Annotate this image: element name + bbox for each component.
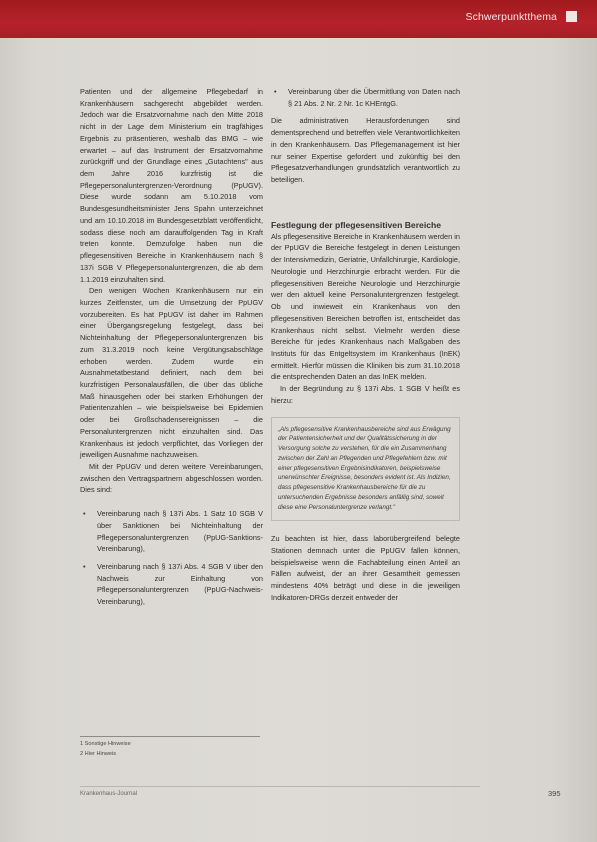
bullet-icon: • <box>83 562 86 572</box>
footnote-1: 1 Sonstige Hinweise <box>80 741 131 747</box>
section-heading: Festlegung der pflegesensitiven Bereiche <box>271 219 442 230</box>
section-square-icon <box>566 11 577 22</box>
left-column <box>80 86 263 608</box>
footer-divider <box>80 786 480 787</box>
list-item: • Vereinbarung nach § 137i Abs. 1 Satz 10 SGB V über Sanktionen bei Nichteinhaltung der Pflegepersonaluntergrenzen (PpUG-Sanktions-Vereinbarung), <box>83 509 263 554</box>
page-number: 395 <box>548 789 561 798</box>
list-item: • Vereinbarung über die Übermittlung von Daten nach § 21 Abs. 2 Nr. 2 Nr. 1c KHEntgG. <box>274 87 460 108</box>
footer-publication: Krankenhaus-Journal <box>80 791 138 797</box>
quote-box <box>271 417 460 522</box>
right-paragraph-1: Die administrativen Herausforderungen sind dementsprechend und betreffen viele Verantwortlichkeiten in den Krankenhäusern. Das Pflegemanagement ist hier nur seiner Expertise gefordert und zukünftig bei den Pflegesatzverhandlungen grundsätzlich verantwortlich zu beteiligen. <box>271 116 460 185</box>
footnote-2: 2 Hier Hinweis <box>80 750 117 757</box>
bullet-icon: • <box>274 87 277 96</box>
footnotes <box>80 736 260 759</box>
list-item: • Vereinbarung nach § 137i Abs. 4 SGB V über den Nachweis zur Einhaltung von Pflegepersonaluntergrenzen (PpUG-Nachweis-Vereinbarung), <box>83 562 263 607</box>
left-paragraph-1: Patienten und der allgemeine Pflegebedarf in Krankenhäusern sachgerecht abgebildet werden. Jedoch war die Ersatzvornahme nach den Mitte 2018 nicht in der Lage dem Ministerium ein tragfähiges Ergebnis zu präsentieren, weshalb das BMG – wie erwartet – auf das Instrument der Ersatzvornahme zurückgriff und der Grundlage eines „Gutachtens" aus dem Jahre 2016 kurzfristig ist die Pflegepersonaluntergrenzen-Verordnung (PpUGV). Diese wurde sodann am 5.10.2018 vom Bundesgesundheitsminister Jens Spahn unterzeichnet und am 10.10.2018 im Bundesgesetzblatt veröffentlicht, sodass diese noch am darauffolgenden Tag in Kraft treten konnte. Demzufolge haben nun die pflegesensitiven Bereiche in Krankenhäusern nach § 137i SGB V Pflegepersonaluntergrenzen, die ab dem 1.1.2019 einzuhalten sind. <box>80 87 263 284</box>
right-bullet-list <box>271 86 460 109</box>
section-label: Schwerpunktthema <box>465 11 557 23</box>
quote-text: „Als pflegesensitive Krankenhausbereiche sind aus Erwägung der Patientensicherheit und der Qualitätssicherung in der Versorgung solche zu verstehen, für die ein Zusammenhang zwischen der Zahl an Pflegenden und Pflegefehlern bzw. mit einer pflegesensitiven Ergebnisindikatoren, beispielsweise unerwünschter Ereignisse, besonders evident ist. Als Indizien, dass pflegesensitive Krankenhausbereiche für die zu untersuchenden Ergebnisse besonders anfällig sind, soweit diese eine Personaluntergrenze verlangt." <box>278 425 451 511</box>
right-column <box>271 86 460 604</box>
header-bar <box>0 0 597 38</box>
left-bullet-list <box>80 508 263 608</box>
left-paragraph-3: Mit der PpUGV und deren weitere Vereinbarungen, zwischen den Vertragspartnern abgeschlossen worden. Dies sind: <box>80 462 263 495</box>
right-paragraph-3: In der Begründung zu § 137i Abs. 1 SGB V heißt es hierzu: <box>271 384 460 405</box>
left-paragraph-2: Den wenigen Wochen Krankenhäusern nur ein kurzes Zeitfenster, um die Umsetzung der PpUGV vorzubereiten. Es hat PpUGV ist daher im Rahmen einer Übergangsregelung festgelegt, dass bei Nichteinhaltung der Pflegepersonaluntergrenzen bis zum 31.3.2019 noch keine Vergütungsabschläge erhoben werden. Zudem wurde ein Ausnahmetatbestand definiert, nach dem bei kurzfristigen Personalausfällen, die über das übliche Maß hinausgehen oder bei starken Erhöhungen der Patientenzahlen – wie beispielsweise bei Epidemien oder bei Großschadensereignissen – die Personaluntergrenzen nicht einzuhalten sind. Das Krankenhaus ist jedoch verpflichtet, das Vorliegen der jeweiligen Ausnahme nachzuweisen. <box>80 286 263 460</box>
bullet-icon: • <box>83 509 86 519</box>
right-paragraph-2: Als pflegesensitive Bereiche in Krankenhäusern werden in der PpUGV die Bereiche festgelegt in denen Leistungen der Intensivmedizin, Geriatrie, Unfallchirurgie, Kardiologie, Neurologie und Herzchirurgie erbracht werden. Für die pflegesensitiven Bereiche Neurologie und Herzchirurgie wer den aktuell keine Personaluntergrenzen festgelegt. Ob und inwieweit ein Krankenhaus von den pflegesensitiven Bereichen betroffen ist, entscheidet das Krankenhaus nicht selbst. Vielmehr werden diese Bereiche für jedes Krankenhaus nach Maßgaben des Instituts für das Entgeltsystem im Krankenhaus (InEK) ermittelt. Hierfür müssen die Kliniken bis zum 31.10.2018 die entsprechenden Daten an das InEK melden. <box>271 231 460 382</box>
right-paragraph-4: Zu beachten ist hier, dass laborübergreifend belegte Stationen demnach unter die PpUGV fallen können, beispielsweise wenn die Fachabteilung einen Anteil an Fällen aufweist, der an ihrer Gesamtheit gemessen mindestens 40% beträgt und diese in die jeweiligen Indikatoren-DRGs derzeit entweder der <box>271 534 460 602</box>
